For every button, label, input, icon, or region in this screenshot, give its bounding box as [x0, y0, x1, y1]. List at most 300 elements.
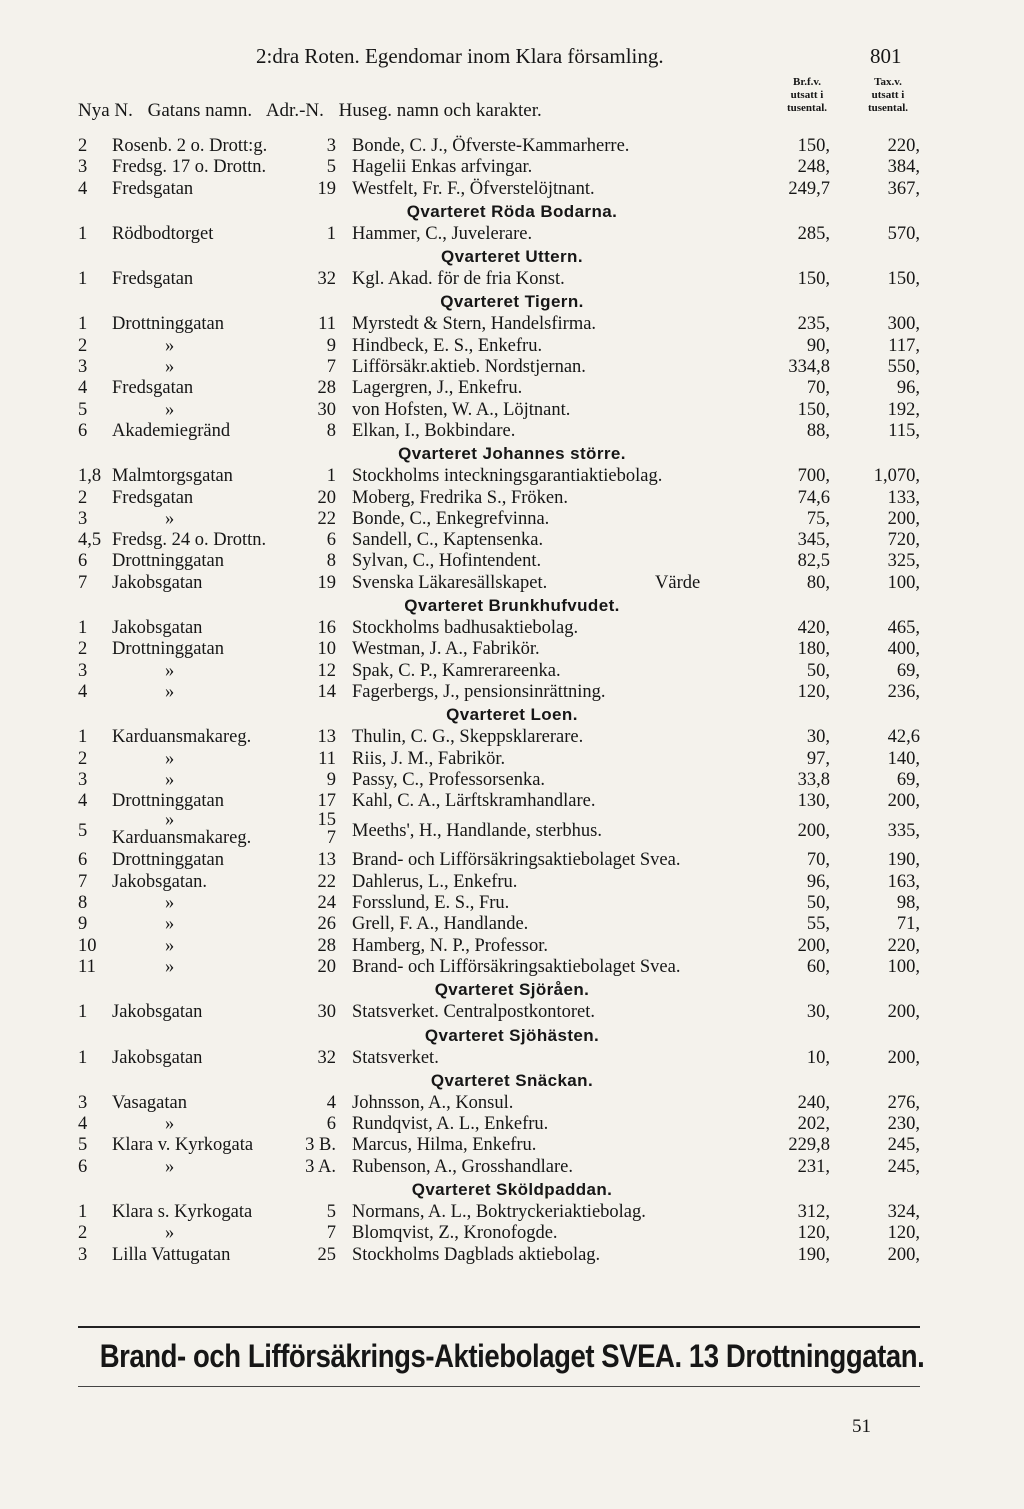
- fire-insurance-value: 180,: [797, 639, 830, 660]
- fire-insurance-value: 312,: [797, 1201, 830, 1222]
- street-name: »: [165, 660, 175, 681]
- street-name: »: [165, 1223, 175, 1244]
- fire-insurance-value: 60,: [806, 956, 830, 977]
- table-row: [0, 1135, 1024, 1156]
- table-row: [0, 488, 1024, 509]
- row-number: 1: [78, 727, 88, 748]
- col-taxv-line2: utsatt i: [871, 89, 905, 101]
- row-number: 1: [78, 269, 88, 290]
- fire-insurance-value: 97,: [806, 748, 830, 769]
- fire-insurance-value: 80,: [806, 572, 830, 593]
- fire-insurance-value: 30,: [806, 1002, 830, 1023]
- row-number: 1: [78, 1201, 88, 1222]
- address-number: 12: [317, 660, 336, 681]
- address-number: 32: [317, 269, 336, 290]
- tax-value: 200,: [887, 1002, 920, 1023]
- quarter-name: Qvarteret Röda Bodarna.: [406, 201, 618, 221]
- address-number: 1: [326, 466, 336, 487]
- tax-value: 69,: [896, 660, 920, 681]
- advert-banner: Brand- och Lifförsäkrings-Aktiebolaget SVEA. 13 Drottninggatan.: [99, 1338, 925, 1374]
- row-number: 3: [78, 157, 88, 178]
- quarter-heading: [0, 1178, 1024, 1202]
- owner-name: Bonde, C. J., Öfverste-Kammarherre.: [352, 136, 630, 156]
- owner-name: Passy, C., Professorsenka.: [352, 769, 546, 790]
- address-number: 16: [317, 618, 336, 639]
- row-number: 4: [78, 1114, 88, 1135]
- row-number: 4: [78, 791, 88, 812]
- tax-value: 69,: [896, 769, 920, 790]
- row-number: 3: [78, 508, 88, 529]
- street-name: Lilla Vattugatan: [112, 1244, 231, 1265]
- tax-value: 42,6: [887, 727, 920, 748]
- row-number: 1: [78, 1002, 88, 1023]
- row-number: 10: [78, 935, 97, 956]
- owner-name: Rundqvist, A. L., Enkefru.: [352, 1114, 549, 1135]
- table-row: [0, 224, 1024, 245]
- table-row: [0, 551, 1024, 572]
- owner-name: Spak, C. P., Kamrerareenka.: [352, 660, 561, 681]
- tax-value: 550,: [887, 357, 920, 378]
- address-number: 7: [326, 1223, 336, 1244]
- row-number: 6: [78, 420, 88, 441]
- tax-value: 1,070,: [873, 466, 920, 487]
- fire-insurance-value: 96,: [806, 871, 830, 892]
- tax-value: 71,: [896, 914, 920, 935]
- street-name: Drottninggatan: [112, 551, 225, 572]
- tax-value: 400,: [887, 639, 920, 660]
- row-number: 1: [78, 223, 88, 244]
- quarter-heading: [0, 978, 1024, 1002]
- fire-insurance-value: 70,: [806, 850, 830, 871]
- table-row: [0, 179, 1024, 200]
- address-number: 11: [318, 314, 336, 335]
- table-row: [0, 893, 1024, 914]
- quarter-heading: [0, 245, 1024, 269]
- address-number: 8: [326, 420, 336, 441]
- owner-name: Brand- och Lifförsäkringsaktiebolaget Svea.: [352, 850, 681, 871]
- street-name: »: [165, 1156, 175, 1177]
- quarter-name: Qvarteret Tigern.: [440, 292, 584, 312]
- col-brfv-line3: tusental.: [786, 102, 828, 114]
- owner-name: Marcus, Hilma, Enkefru.: [352, 1135, 537, 1156]
- owner-name: Westman, J. A., Fabrikör.: [352, 639, 540, 660]
- page-title: 2:dra Roten. Egendomar inom Klara församling.: [256, 44, 664, 68]
- row-number: 9: [78, 914, 88, 935]
- tax-value: 117,: [888, 335, 920, 356]
- fire-insurance-value: 150,: [797, 399, 830, 420]
- row-number: 2: [78, 1223, 88, 1244]
- street-name: Jakobsgatan: [112, 572, 203, 593]
- row-number: 2: [78, 639, 88, 660]
- tax-value: 120,: [887, 1223, 920, 1244]
- fire-insurance-value: 33,8: [797, 769, 830, 790]
- quarter-name: Qvarteret Johannes större.: [398, 444, 626, 464]
- address-number: 13: [317, 850, 336, 871]
- tax-value: 200,: [887, 1244, 920, 1265]
- address-number: 20: [317, 956, 336, 977]
- owner-name: Sylvan, C., Hofintendent.: [352, 551, 542, 572]
- quarter-name: Qvarteret Sjöhästen.: [424, 1025, 600, 1045]
- quarter-name: Qvarteret Snäckan.: [430, 1070, 594, 1090]
- address-number: 24: [317, 893, 336, 914]
- column-headers: [0, 74, 1024, 134]
- table-row: [0, 400, 1024, 421]
- street-name: »: [165, 399, 175, 420]
- owner-name: Svenska Läkaresällskapet.: [352, 572, 548, 593]
- address-number: 30: [317, 1002, 336, 1023]
- table-row: [0, 727, 1024, 748]
- address-number: 28: [317, 935, 336, 956]
- address-number: 19: [317, 178, 336, 199]
- address-number: 20: [317, 487, 336, 508]
- row-number: 1: [78, 618, 88, 639]
- address-number: 8: [326, 551, 336, 572]
- owner-name: Elkan, I., Bokbindare.: [352, 420, 516, 441]
- tax-value: 163,: [887, 871, 920, 892]
- tax-value: 220,: [887, 935, 920, 956]
- street-name: »: [165, 769, 175, 790]
- table-row: [0, 618, 1024, 639]
- table-row: [0, 1223, 1024, 1244]
- address-number: 17: [317, 791, 336, 812]
- address-number: 6: [326, 530, 336, 551]
- street-name: »: [165, 893, 175, 914]
- footer-number: 51: [852, 1416, 871, 1437]
- row-number: 6: [78, 850, 88, 871]
- table-row: [0, 530, 1024, 551]
- quarter-heading: [0, 594, 1024, 618]
- owner-name: Stockholms Dagblads aktiebolag.: [352, 1244, 601, 1265]
- fire-insurance-value: 150,: [797, 136, 830, 156]
- address-number: 13: [317, 727, 336, 748]
- table-row: [0, 1114, 1024, 1135]
- tax-value: 100,: [887, 956, 920, 977]
- street-name: Drottninggatan: [112, 850, 225, 871]
- address-number: 3: [326, 136, 336, 156]
- property-list: [0, 136, 1024, 1266]
- owner-name: Moberg, Fredrika S., Fröken.: [352, 487, 568, 508]
- owner-name: Hindbeck, E. S., Enkefru.: [352, 335, 543, 356]
- tax-value: 150,: [887, 269, 920, 290]
- table-row: [0, 682, 1024, 703]
- owner-name: Hagelii Enkas arfvingar.: [352, 157, 533, 178]
- table-row: [0, 466, 1024, 487]
- owner-name: Statsverket.: [352, 1047, 439, 1068]
- street-name: Rödbodtorget: [112, 223, 214, 244]
- table-row: [0, 791, 1024, 812]
- tax-value: 570,: [887, 223, 920, 244]
- fire-insurance-value: 190,: [797, 1244, 830, 1265]
- fire-insurance-value: 700,: [797, 466, 830, 487]
- fire-insurance-value: 200,: [797, 821, 830, 842]
- street-name: Klara v. Kyrkogata: [112, 1135, 254, 1156]
- table-row: [0, 421, 1024, 442]
- tax-value: 325,: [887, 551, 920, 572]
- quarter-name: Qvarteret Loen.: [446, 705, 578, 725]
- row-number: 3: [78, 1244, 88, 1265]
- tax-value: 200,: [887, 508, 920, 529]
- tax-value: 200,: [887, 1047, 920, 1068]
- fire-insurance-value: 55,: [806, 914, 830, 935]
- owner-name: Kgl. Akad. för de fria Konst.: [352, 269, 565, 290]
- table-row: [0, 936, 1024, 957]
- banner-rule-bottom: [78, 1386, 920, 1387]
- owner-name: Riis, J. M., Fabrikör.: [352, 748, 506, 769]
- fire-insurance-value: 420,: [797, 618, 830, 639]
- fire-insurance-value: 130,: [797, 791, 830, 812]
- row-number: 6: [78, 551, 88, 572]
- row-number: 3: [78, 1092, 88, 1113]
- tax-value: 115,: [888, 420, 920, 441]
- address-number: 22: [317, 508, 336, 529]
- owner-name: Myrstedt & Stern, Handelsfirma.: [352, 314, 597, 335]
- street-name: Klara s. Kyrkogata: [112, 1201, 253, 1222]
- fire-insurance-value: 10,: [806, 1047, 830, 1068]
- street-name: »: [165, 748, 175, 769]
- address-number: 26: [317, 914, 336, 935]
- street-name: »: [165, 1114, 175, 1135]
- address-number: 5: [326, 1201, 336, 1222]
- street-name: Malmtorgsgatan: [112, 466, 233, 487]
- street-name: Fredsgatan: [112, 269, 194, 290]
- row-number: 1,8: [78, 466, 102, 487]
- col-brfv: [772, 76, 842, 115]
- owner-name: Meeths', H., Handlande, sterbhus.: [352, 821, 602, 842]
- row-number: 5: [78, 821, 88, 842]
- street-name: »: [165, 810, 175, 831]
- table-row: [0, 357, 1024, 378]
- quarter-heading: [0, 703, 1024, 727]
- street-name: Drottninggatan: [112, 314, 225, 335]
- tax-value: 220,: [887, 136, 920, 156]
- address-number: 15: [317, 810, 336, 831]
- tax-value: 720,: [887, 530, 920, 551]
- tax-value: 384,: [887, 157, 920, 178]
- street-name: Jakobsgatan.: [112, 871, 208, 892]
- fire-insurance-value: 50,: [806, 893, 830, 914]
- address-number: 4: [326, 1092, 336, 1113]
- row-number: 2: [78, 136, 88, 156]
- owner-name: Lifförsäkr.aktieb. Nordstjernan.: [352, 357, 586, 378]
- column-labels: [78, 100, 552, 122]
- fire-insurance-value: 249,7: [788, 178, 830, 199]
- row-number: 1: [78, 314, 88, 335]
- street-name: Drottninggatan: [112, 791, 225, 812]
- address-number: 11: [318, 748, 336, 769]
- table-row: [0, 1093, 1024, 1114]
- tax-value: 335,: [887, 821, 920, 842]
- quarter-name: Qvarteret Brunkhufvudet.: [404, 596, 620, 616]
- table-row: [0, 269, 1024, 290]
- row-number: 5: [78, 1135, 88, 1156]
- street-name: Fredsgatan: [112, 178, 194, 199]
- tax-value: 236,: [887, 681, 920, 702]
- table-row: [0, 872, 1024, 893]
- fire-insurance-value: 334,8: [788, 357, 830, 378]
- fire-insurance-value: 70,: [806, 378, 830, 399]
- table-row: [0, 749, 1024, 770]
- table-row: [0, 812, 1024, 850]
- owner-name: Forsslund, E. S., Fru.: [352, 893, 510, 914]
- table-row: [0, 1202, 1024, 1223]
- quarter-heading: [0, 200, 1024, 224]
- owner-name: Fagerbergs, J., pensionsinrättning.: [352, 681, 606, 702]
- fire-insurance-value: 120,: [797, 681, 830, 702]
- tax-value: 276,: [887, 1092, 920, 1113]
- address-number: 7: [326, 828, 336, 849]
- tax-value: 245,: [887, 1156, 920, 1177]
- col-adr-n: Adr.-N.: [265, 100, 324, 121]
- row-number: 3: [78, 769, 88, 790]
- tax-value: 200,: [887, 791, 920, 812]
- fire-insurance-value: 75,: [806, 508, 830, 529]
- fire-insurance-value: 120,: [797, 1223, 830, 1244]
- table-row: [0, 314, 1024, 335]
- street-name: Vasagatan: [112, 1092, 187, 1113]
- street-name: Fredsg. 24 o. Drottn.: [112, 530, 267, 551]
- street-name: Jakobsgatan: [112, 618, 203, 639]
- fire-insurance-value: 240,: [797, 1092, 830, 1113]
- tax-value: 367,: [887, 178, 920, 199]
- fire-insurance-value: 90,: [806, 335, 830, 356]
- tax-value: 140,: [887, 748, 920, 769]
- table-row: [0, 957, 1024, 978]
- table-row: [0, 1157, 1024, 1178]
- owner-name: Sandell, C., Kaptensenka.: [352, 530, 544, 551]
- owner-name: Westfelt, Fr. F., Öfverstelöjtnant.: [352, 178, 595, 199]
- street-name: Drottninggatan: [112, 639, 225, 660]
- tax-value: 133,: [887, 487, 920, 508]
- street-name: »: [165, 335, 175, 356]
- table-row: [0, 509, 1024, 530]
- owner-name: von Hofsten, W. A., Löjtnant.: [352, 399, 571, 420]
- owner-name: Blomqvist, Z., Kronofogde.: [352, 1223, 558, 1244]
- owner-name: Stockholms badhusaktiebolag.: [352, 618, 579, 639]
- owner-name: Statsverket. Centralpostkontoret.: [352, 1002, 596, 1023]
- row-number: 1: [78, 1047, 88, 1068]
- row-number: 2: [78, 748, 88, 769]
- col-taxv-line1: Tax.v.: [874, 76, 902, 88]
- row-number: 3: [78, 660, 88, 681]
- col-taxv: [848, 76, 928, 115]
- row-number: 4: [78, 178, 88, 199]
- quarter-name: Qvarteret Uttern.: [441, 247, 583, 267]
- quarter-heading: [0, 1024, 1024, 1048]
- row-number: 2: [78, 335, 88, 356]
- owner-name: Stockholms inteckningsgarantiaktiebolag.: [352, 466, 663, 487]
- col-gatans-namn: Gatans namn.: [147, 100, 253, 121]
- owner-name: Johnsson, A., Konsul.: [352, 1092, 514, 1113]
- fire-insurance-value: 30,: [806, 727, 830, 748]
- table-row: [0, 770, 1024, 791]
- table-row: [0, 914, 1024, 935]
- row-number: 4,5: [78, 530, 102, 551]
- col-taxv-line3: tusental.: [867, 102, 909, 114]
- tax-value: 245,: [887, 1135, 920, 1156]
- street-name: »: [165, 357, 175, 378]
- address-number: 30: [317, 399, 336, 420]
- col-huseg: Huseg. namn och karakter.: [338, 100, 542, 121]
- fire-insurance-value: 200,: [797, 935, 830, 956]
- quarter-name: Qvarteret Sjöråen.: [434, 980, 590, 1000]
- address-number: 6: [326, 1114, 336, 1135]
- street-name: Rosenb. 2 o. Drott:g.: [112, 136, 268, 156]
- owner-name: Kahl, C. A., Lärftskramhandlare.: [352, 791, 596, 812]
- fire-insurance-value: 229,8: [788, 1135, 830, 1156]
- tax-value: 300,: [887, 314, 920, 335]
- street-name: Jakobsgatan: [112, 1002, 203, 1023]
- address-number: 9: [326, 769, 336, 790]
- fire-insurance-value: 150,: [797, 269, 830, 290]
- row-number: 4: [78, 681, 88, 702]
- street-name: Jakobsgatan: [112, 1047, 203, 1068]
- address-number: 9: [326, 335, 336, 356]
- owner-name: Dahlerus, L., Enkefru.: [352, 871, 518, 892]
- fire-insurance-value: 202,: [797, 1114, 830, 1135]
- owner-name: Rubenson, A., Grosshandlare.: [352, 1156, 573, 1177]
- banner-rule-top: [78, 1326, 920, 1328]
- quarter-name: Qvarteret Sköldpaddan.: [411, 1179, 613, 1199]
- fire-insurance-value: 82,5: [797, 551, 830, 572]
- tax-value: 324,: [887, 1201, 920, 1222]
- tax-value: 192,: [887, 399, 920, 420]
- value-note: Värde: [655, 572, 701, 593]
- quarter-heading: [0, 1069, 1024, 1093]
- table-row: [0, 157, 1024, 178]
- quarter-heading: [0, 290, 1024, 314]
- street-name: »: [165, 508, 175, 529]
- col-nya-n: Nya N.: [78, 100, 133, 121]
- street-name: Karduansmakareg.: [112, 828, 252, 849]
- row-number: 4: [78, 378, 88, 399]
- street-name: Karduansmakareg.: [112, 727, 252, 748]
- fire-insurance-value: 74,6: [797, 487, 830, 508]
- row-number: 7: [78, 572, 88, 593]
- tax-value: 190,: [887, 850, 920, 871]
- address-number: 28: [317, 378, 336, 399]
- fire-insurance-value: 285,: [797, 223, 830, 244]
- address-number: 22: [317, 871, 336, 892]
- page-number: 801: [870, 44, 902, 68]
- fire-insurance-value: 235,: [797, 314, 830, 335]
- col-brfv-line2: utsatt i: [790, 89, 824, 101]
- row-number: 11: [78, 956, 96, 977]
- street-name: »: [165, 914, 175, 935]
- row-number: 7: [78, 871, 88, 892]
- street-name: »: [165, 956, 175, 977]
- row-number: 8: [78, 893, 88, 914]
- table-row: [0, 1245, 1024, 1266]
- table-row: [0, 136, 1024, 157]
- tax-value: 98,: [896, 893, 920, 914]
- row-number: 5: [78, 399, 88, 420]
- fire-insurance-value: 88,: [806, 420, 830, 441]
- owner-name: Hammer, C., Juvelerare.: [352, 223, 533, 244]
- address-number: 32: [317, 1047, 336, 1068]
- address-number: 3 B.: [305, 1135, 336, 1156]
- row-number: 2: [78, 487, 88, 508]
- row-number: 3: [78, 357, 88, 378]
- street-name: »: [165, 935, 175, 956]
- street-name: Fredsgatan: [112, 378, 194, 399]
- address-number: 5: [326, 157, 336, 178]
- address-number: 25: [317, 1244, 336, 1265]
- tax-value: 100,: [887, 572, 920, 593]
- tax-value: 465,: [887, 618, 920, 639]
- address-number: 7: [326, 357, 336, 378]
- owner-name: Thulin, C. G., Skeppsklarerare.: [352, 727, 584, 748]
- table-row: [0, 661, 1024, 682]
